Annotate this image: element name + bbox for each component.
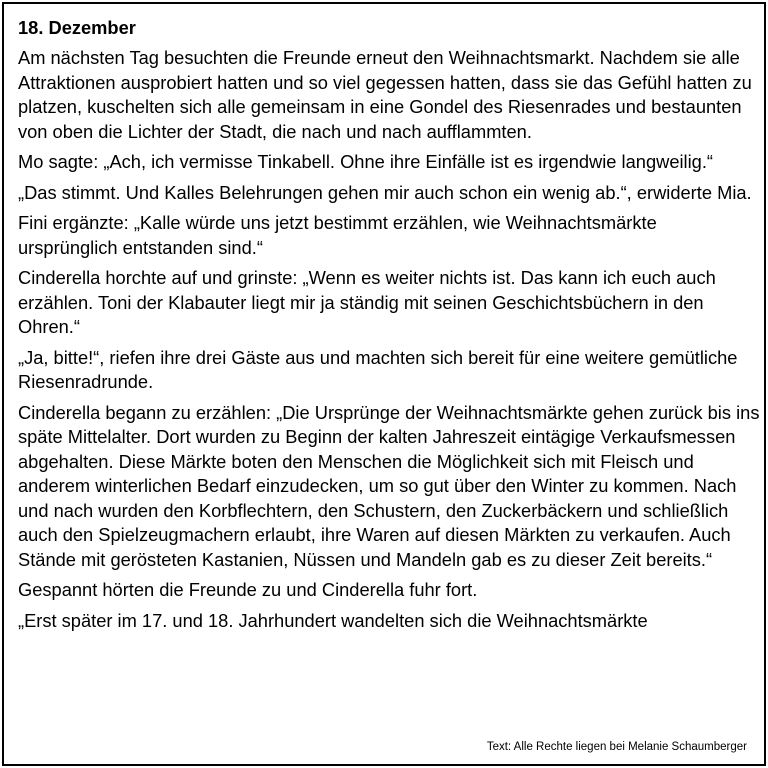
paragraph: „Erst später im 17. und 18. Jahrhundert wandelten sich die Weihnachtsmärkte <box>18 609 648 631</box>
document-body <box>18 16 760 639</box>
paragraph: Fini ergänzte: „Kalle würde uns jetzt bestimmt erzählen, wie Weihnachtsmärkte ursprünglich entstanden sind.“ <box>18 212 657 258</box>
paragraph: Am nächsten Tag besuchten die Freunde erneut den Weihnachtsmarkt. Nachdem sie alle Attraktionen ausprobiert hatten und so viel gegessen hatten, dass sie das Gefühl hatten zu platzen, kuschelten sich alle gemeinsam in eine Gondel des Riesenrades und bestaunten von oben die Lichter der Stadt, die nach und nach aufflammten. <box>18 47 752 142</box>
paragraph: Mo sagte: „Ach, ich vermisse Tinkabell. Ohne ihre Einfälle ist es irgendwie langweilig.“ <box>18 151 713 172</box>
page-title: 18. Dezember <box>18 17 136 38</box>
paragraph: „Das stimmt. Und Kalles Belehrungen gehen mir auch schon ein wenig ab.“, erwiderte Mia. <box>18 181 752 203</box>
paragraph: „Ja, bitte!“, riefen ihre drei Gäste aus und machten sich bereit für eine weitere gemütliche Riesenradrunde. <box>18 346 738 392</box>
paragraph: Gespannt hörten die Freunde zu und Cinderella fuhr fort. <box>18 579 478 600</box>
paragraph: Cinderella begann zu erzählen: „Die Ursprünge der Weihnachtsmärkte gehen zurück bis ins späte Mittelalter. Dort wurden zu Beginn der kalten Jahreszeit eintägige Verkaufsmessen abgehalten. Diese Märkte boten den Menschen die Möglichkeit sich mit Fleisch und anderem winterlichen Bedarf einzudecken, um so gut über den Winter zu kommen. Nach und nach wurden den Korbflechtern, den Schustern, den Zuckerbäckern und schließlich auch den Spielzeugmachern erlaubt, ihre Waren auf diesen Märkten zu verkaufen. Auch Stände mit gerösteten Kastanien, Nüssen und Mandeln gab es zu dieser Zeit bereits.“ <box>18 401 760 570</box>
paragraph: Cinderella horchte auf und grinste: „Wenn es weiter nichts ist. Das kann ich euch auch erzählen. Toni der Klabauter liegt mir ja ständig mit seinen Geschichtsbüchern in den Ohren.“ <box>18 267 716 337</box>
document-page <box>2 2 766 766</box>
copyright-footer: Text: Alle Rechte liegen bei Melanie Schaumberger <box>486 741 747 753</box>
